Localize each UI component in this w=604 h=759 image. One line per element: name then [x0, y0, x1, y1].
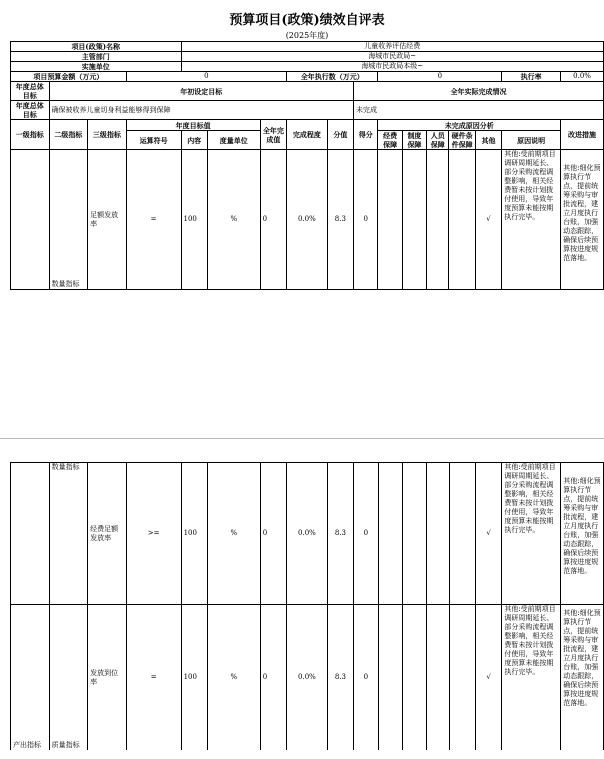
- table-row: [11, 605, 604, 751]
- budget-label: 项目预算金额（万元）: [11, 72, 127, 82]
- actual-completion-label: 全年实际完成情况: [354, 82, 604, 101]
- operator-cell: =: [126, 150, 181, 290]
- actual-cell: 0: [260, 150, 286, 290]
- content-cell: 100: [181, 150, 207, 290]
- header-score-value: 分值: [327, 120, 353, 150]
- report-title: 预算项目(政策)绩效自评表: [229, 13, 385, 28]
- other-check-cell: √: [475, 463, 501, 605]
- header-other: 其他: [475, 131, 501, 150]
- header-funding: 经费保障: [378, 131, 402, 150]
- score-cell: 0: [354, 150, 378, 290]
- reason-cell: 其他:受前期项目调研周期延长、部分采购流程调整影响，相关经费暂未按计划拨付使用，导致年度预算未能按期执行完毕。: [502, 605, 561, 751]
- indicator-cell: 发放到位率: [88, 605, 127, 751]
- content-cell: 100: [181, 463, 207, 605]
- report-year: (2025年度): [285, 31, 329, 40]
- degree-cell: 0.0%: [287, 605, 328, 751]
- degree-cell: 0.0%: [287, 463, 328, 605]
- level2-cell: 数量指标: [51, 280, 80, 288]
- header-level3: 三级指标: [88, 120, 127, 150]
- score-value-cell: 8.3: [327, 605, 353, 751]
- score-value-cell: 8.3: [327, 463, 353, 605]
- exec-label: 全年执行数（万元）: [287, 72, 378, 82]
- budget-value: 0: [126, 72, 286, 82]
- indicator-cell: 足额发放率: [88, 150, 127, 290]
- exec-value: 0: [378, 72, 502, 82]
- header-actual: 全年完成值: [260, 120, 286, 150]
- goal-row-label-1: 年度总体目标: [11, 82, 50, 101]
- project-name-label: 项目(政策)名称: [11, 42, 182, 52]
- header-reason-group: 未完成原因分析: [378, 120, 561, 131]
- indicator-cell: 经费足额发放率: [88, 463, 127, 605]
- unit-cell: %: [207, 463, 260, 605]
- level2-next-cell: 质量指标: [51, 741, 80, 749]
- unit-cell: %: [207, 605, 260, 751]
- header-unit: 度量单位: [207, 131, 260, 150]
- score-cell: 0: [354, 463, 378, 605]
- project-name-value: 儿童收养评估经费: [181, 42, 604, 52]
- header-system: 制度保障: [402, 131, 426, 150]
- other-check-cell: √: [475, 605, 501, 751]
- measure-cell: 其他:细化预算执行节点，提前统筹采购与审批流程，建立月度执行台账，加强动态跟踪，确保后续预算按进度规范落地。: [561, 463, 604, 605]
- rate-value: 0.0%: [561, 72, 604, 82]
- table-row: [11, 463, 604, 605]
- header-staff: 人员保障: [427, 131, 449, 150]
- other-check-cell: √: [475, 150, 501, 290]
- table-row: [11, 150, 604, 290]
- header-degree: 完成程度: [287, 120, 328, 150]
- measure-cell: 其他:细化预算执行节点，提前统筹采购与审批流程，建立月度执行台账，加强动态跟踪，确保后续预算按进度规范落地。: [561, 605, 604, 751]
- operator-cell: >=: [126, 463, 181, 605]
- unit-cell: %: [207, 150, 260, 290]
- reason-cell: 其他:受前期项目调研周期延长、部分采购流程调整影响，相关经费暂未按计划拨付使用，导致年度预算未能按期执行完毕。: [502, 463, 561, 605]
- header-score: 得分: [354, 120, 378, 150]
- actual-completion-text: 未完成: [354, 101, 604, 120]
- initial-goal-text: 确保被收养儿童切身利益能够得到保障: [49, 101, 353, 120]
- header-measures: 改进措施: [561, 120, 604, 150]
- measure-cell: 其他:细化预算执行节点，提前统筹采购与审批流程，建立月度执行台账，加强动态跟踪，确保后续预算按进度规范落地。: [561, 150, 604, 290]
- goal-row-label-2: 年度总体目标: [11, 101, 50, 120]
- header-reason-desc: 原因说明: [502, 131, 561, 150]
- degree-cell: 0.0%: [287, 150, 328, 290]
- report-table-page-1: [10, 41, 604, 290]
- content-cell: 100: [181, 605, 207, 751]
- header-operator: 运算符号: [126, 131, 181, 150]
- reason-cell: 其他:受前期项目调研周期延长、部分采购流程调整影响，相关经费暂未按计划拨付使用，导致年度预算未能按期执行完毕。: [502, 150, 561, 290]
- level2-cell-continued: 数量指标: [51, 463, 80, 471]
- report-page-2: [10, 462, 604, 750]
- header-level2: 二级指标: [49, 120, 88, 150]
- report-table-page-2: [10, 462, 604, 750]
- header-hardware: 硬件条件保障: [449, 131, 475, 150]
- dept-label: 主管部门: [11, 52, 182, 62]
- rate-label: 执行率: [502, 72, 561, 82]
- score-cell: 0: [354, 605, 378, 751]
- unit-value: 海城市民政局本级~: [181, 62, 604, 72]
- score-value-cell: 8.3: [327, 150, 353, 290]
- actual-cell: 0: [260, 463, 286, 605]
- page-break-divider: [0, 438, 604, 439]
- header-level1: 一级指标: [11, 120, 50, 150]
- dept-value: 海城市民政局~: [181, 52, 604, 62]
- header-content: 内容: [181, 131, 207, 150]
- operator-cell: =: [126, 605, 181, 751]
- report-page-1: [10, 12, 604, 306]
- unit-label: 实施单位: [11, 62, 182, 72]
- initial-goal-label: 年初设定目标: [49, 82, 353, 101]
- actual-cell: 0: [260, 605, 286, 751]
- level1-cell: 产出指标: [13, 741, 41, 749]
- header-target-group: 年度目标值: [126, 120, 260, 131]
